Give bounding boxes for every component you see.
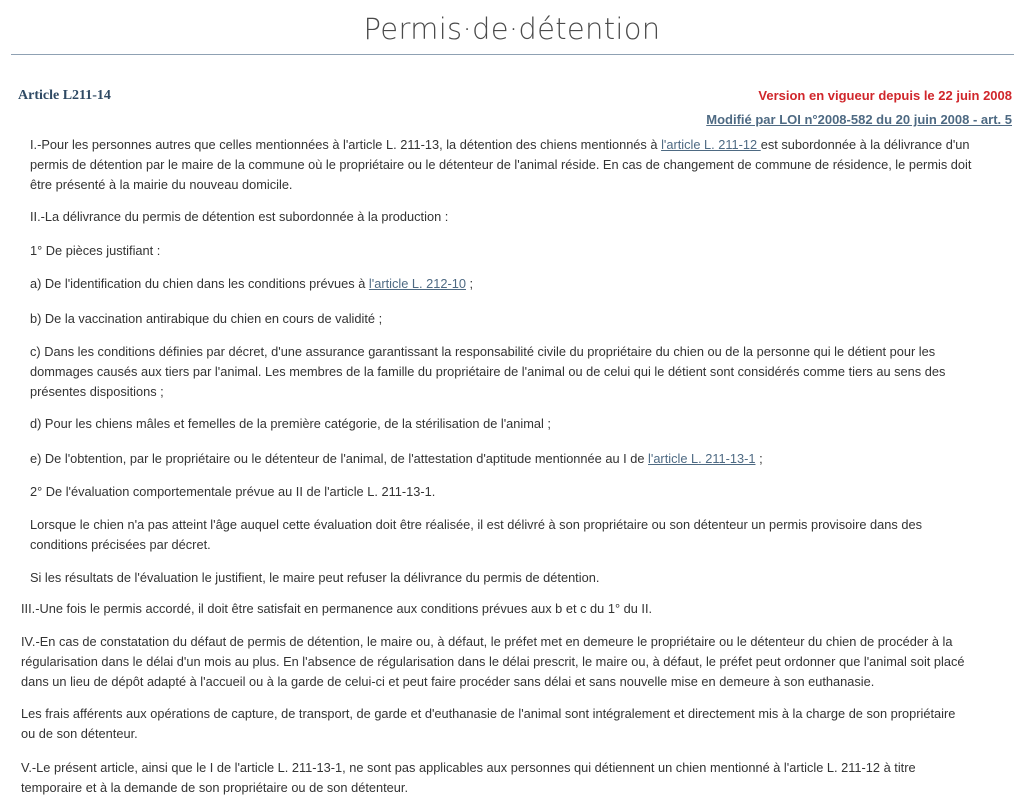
text-segment: a) De l'identification du chien dans les conditions prévues à <box>30 276 369 291</box>
modified-by-link[interactable]: Modifié par LOI n°2008-582 du 20 juin 2008 - art. 5 <box>706 112 1012 127</box>
text-segment: I.-Pour les personnes autres que celles mentionnées à l'article L. 211-13, la détention des chiens mentionnés à <box>30 137 662 152</box>
paragraph-line: IV.-En cas de constatation du défaut de permis de détention, le maire ou, à défaut, le préfet met en demeure le propriétaire ou le détenteur du chien de procéder à la <box>21 634 953 649</box>
paragraph-1-pieces: 1° De pièces justifiant : <box>30 243 161 258</box>
paragraph-v <box>21 758 916 798</box>
text-segment: ; <box>465 276 474 291</box>
paragraph-iii: III.-Une fois le permis accordé, il doit être satisfait en permanence aux conditions prévues aux b et c du 1° du II. <box>21 601 653 616</box>
paragraph-line: permis de détention par le maire de la commune où le propriétaire ou le détenteur de l'animal réside. En cas de changement de commune de résidence, le permis doit <box>30 157 972 172</box>
paragraph-line: dommages causés aux tiers par l'animal. Les membres de la famille du propriétaire de l'animal ou de celui qui le détient sont considérés comme tiers au sens des <box>30 364 946 379</box>
text-segment: est subordonnée à la délivrance d'un <box>760 137 970 152</box>
paragraph-e <box>30 449 763 469</box>
paragraph-d: d) Pour les chiens mâles et femelles de la première catégorie, de la stérilisation de l'animal ; <box>30 416 551 431</box>
article-l212-10-link[interactable]: l'article L. 212-10 <box>368 276 466 291</box>
article-l211-13-1-link[interactable]: l'article L. 211-13-1 <box>648 451 756 466</box>
paragraph-c <box>30 342 945 402</box>
paragraph-line: ou de son détenteur. <box>21 726 138 741</box>
article-l211-12-link[interactable]: l'article L. 211-12 <box>661 137 761 152</box>
paragraph-frais <box>21 704 955 744</box>
article-title: Article L211-14 <box>18 88 111 103</box>
paragraph-iv <box>21 632 965 692</box>
paragraph-a <box>30 274 473 294</box>
text-segment: ; <box>755 451 763 466</box>
paragraph-i <box>30 135 971 195</box>
paragraph-b: b) De la vaccination antirabique du chien en cours de validité ; <box>30 311 383 326</box>
paragraph-provisoire <box>30 515 922 555</box>
title-divider <box>11 54 1014 55</box>
paragraph-line: régularisation dans le délai d'un mois au plus. En l'absence de régularisation dans le délai prescrit, le maire ou, à défaut, le préfet peut ordonner que l'animal soit placé <box>21 654 965 669</box>
paragraph-line: conditions précisées par décret. <box>30 537 211 552</box>
paragraph-line: Lorsque le chien n'a pas atteint l'âge auquel cette évaluation doit être réalisée, il est délivré à son propriétaire ou son détenteur un permis provisoire dans des <box>30 517 922 532</box>
version-status: Version en vigueur depuis le 22 juin 2008 <box>758 88 1012 103</box>
paragraph-line: être présenté à la mairie du nouveau domicile. <box>30 177 293 192</box>
paragraph-line: présentes dispositions ; <box>30 384 164 399</box>
paragraph-2-evaluation: 2° De l'évaluation comportementale prévue au II de l'article L. 211-13-1. <box>30 484 436 499</box>
paragraph-refus: Si les résultats de l'évaluation le justifient, le maire peut refuser la délivrance du permis de détention. <box>30 570 600 585</box>
paragraph-line: dans un lieu de dépôt adapté à l'accueil ou à la garde de celui-ci et peut faire procéder sans délai et sans nouvelle mise en demeure à son euthanasie. <box>21 674 875 689</box>
paragraph-line <box>30 135 971 155</box>
paragraph-ii: II.-La délivrance du permis de détention est subordonnée à la production : <box>30 209 449 224</box>
paragraph-line: temporaire et à la demande de son propriétaire ou de son détenteur. <box>21 780 409 795</box>
text-segment: e) De l'obtention, par le propriétaire ou le détenteur de l'animal, de l'attestation d'aptitude mentionnée au I de <box>30 451 649 466</box>
paragraph-line: Les frais afférents aux opérations de capture, de transport, de garde et d'euthanasie de l'animal sont intégralement et directement mis à la charge de son propriétaire <box>21 706 956 721</box>
paragraph-line: V.-Le présent article, ainsi que le I de l'article L. 211-13-1, ne sont pas applicables aux personnes qui détiennent un chien mentionné à l'article L. 211-12 à titre <box>21 760 916 775</box>
paragraph-line: c) Dans les conditions définies par décret, d'une assurance garantissant la responsabilité civile du propriétaire du chien ou de la personne qui le détient pour les <box>30 344 936 359</box>
page-title: Permis·de·détention <box>363 12 661 46</box>
